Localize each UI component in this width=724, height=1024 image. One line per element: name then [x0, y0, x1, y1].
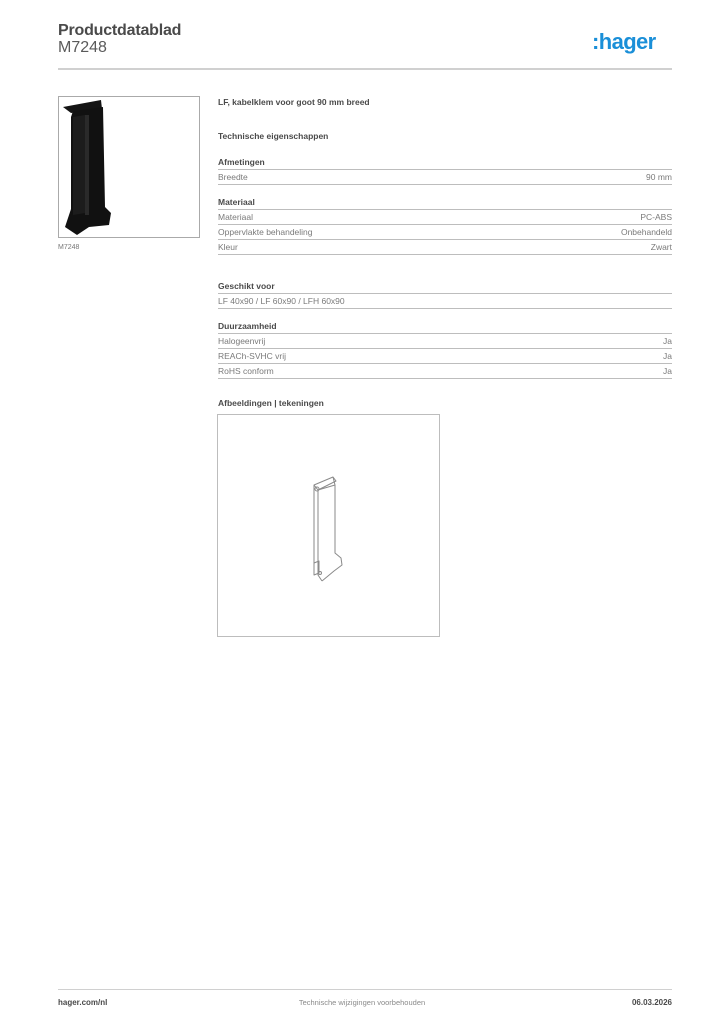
spec-label: Oppervlakte behandeling [218, 227, 313, 237]
footer-disclaimer: Technische wijzigingen voorbehouden [298, 998, 426, 1007]
footer-divider [58, 989, 672, 990]
spec-row [218, 294, 672, 309]
cable-clamp-line-drawing-icon [218, 415, 439, 636]
hager-logo: :hager [592, 29, 656, 54]
product-description: LF, kabelklem voor goot 90 mm breed [218, 97, 370, 107]
spec-row [218, 349, 672, 364]
spec-group-sustainability [218, 320, 672, 379]
product-image [58, 96, 200, 238]
spec-label: Halogeenvrij [218, 336, 266, 346]
technical-drawing [217, 414, 440, 637]
spec-row [218, 240, 672, 255]
spec-content [218, 96, 672, 409]
footer-date: 06.03.2026 [631, 998, 672, 1007]
spec-label: Materiaal [218, 212, 253, 222]
spec-label: REACh-SVHC vrij [218, 351, 287, 361]
section-title-drawings: Afbeeldingen | tekeningen [218, 398, 324, 408]
spec-value: Ja [663, 366, 672, 376]
header-divider [58, 68, 672, 70]
product-code: M7248 [58, 39, 107, 56]
cable-clamp-photo-icon [59, 97, 199, 237]
spec-value: Zwart [650, 242, 672, 252]
spec-row [218, 334, 672, 349]
spec-value: Ja [663, 351, 672, 361]
spec-group-compatible [218, 280, 672, 309]
spec-label: Breedte [218, 172, 248, 182]
document-title: Productdatablad [58, 22, 182, 39]
group-title: Materiaal [218, 196, 672, 210]
spec-label: RoHS conform [218, 366, 274, 376]
section-title-technical: Technische eigenschappen [218, 131, 329, 141]
spec-value: Ja [663, 336, 672, 346]
spec-row [218, 364, 672, 379]
spec-group-material [218, 196, 672, 255]
spec-label: Kleur [218, 242, 238, 252]
spec-value: Onbehandeld [620, 227, 672, 237]
footer-website-link[interactable]: hager.com/nl [58, 998, 108, 1007]
spec-value: PC-ABS [640, 212, 672, 222]
product-image-caption: M7248 [58, 244, 80, 251]
group-title: Duurzaamheid [218, 320, 672, 334]
spec-value: 90 mm [646, 172, 672, 182]
spec-label: LF 40x90 / LF 60x90 / LFH 60x90 [218, 296, 345, 306]
spec-group-dimensions [218, 156, 672, 185]
spec-row [218, 170, 672, 185]
spec-row [218, 225, 672, 240]
group-title: Geschikt voor [218, 280, 672, 294]
spec-row [218, 210, 672, 225]
group-title: Afmetingen [218, 156, 672, 170]
